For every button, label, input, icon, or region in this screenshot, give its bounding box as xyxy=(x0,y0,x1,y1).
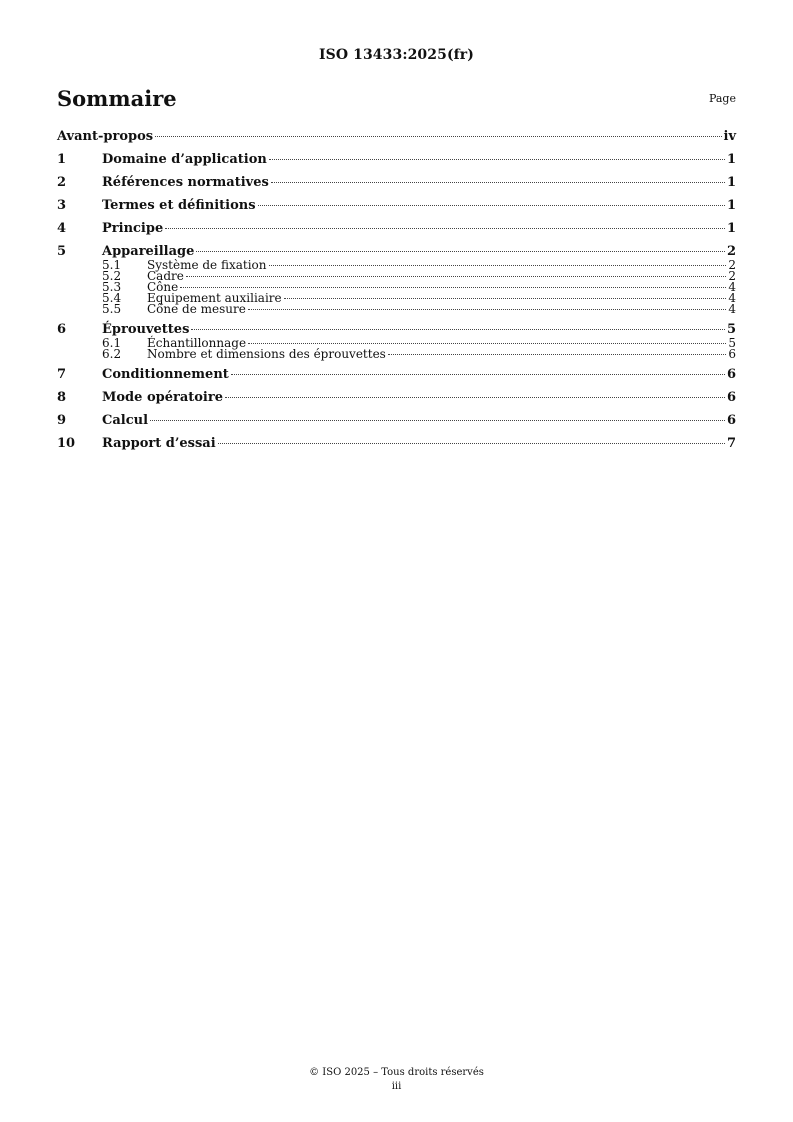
toc-entry-page: 7 xyxy=(726,436,736,451)
toc-spacer xyxy=(57,429,736,436)
toc-entry-label: Calcul xyxy=(102,413,149,428)
toc-subentry-number: 5.3 xyxy=(102,280,122,294)
toc-subentry-page: 2 xyxy=(728,258,736,272)
dot-leader xyxy=(155,136,721,137)
toc-entry-number: 7 xyxy=(57,367,67,382)
dot-leader xyxy=(248,309,727,310)
toc-subentry-number: 6.2 xyxy=(102,347,122,361)
toc-entry-section[interactable] xyxy=(57,175,736,191)
toc-entry-label: Avant-propos xyxy=(57,129,154,144)
toc-subentry-label: Cône de mesure xyxy=(147,302,246,316)
toc-entry-label: Éprouvettes xyxy=(102,322,190,337)
toc-subentry-label: Cadre xyxy=(147,269,184,283)
dot-leader xyxy=(269,265,727,266)
toc-spacer xyxy=(57,383,736,390)
toc-entry-page: 1 xyxy=(726,175,736,190)
toc-entry-page: 2 xyxy=(726,244,736,259)
toc-entry-label: Termes et définitions xyxy=(102,198,256,213)
toc-subentry-page: 4 xyxy=(728,291,736,305)
toc-entry-page: 6 xyxy=(726,367,736,382)
dot-leader xyxy=(225,397,725,398)
dot-leader xyxy=(231,374,725,375)
toc-subentry-label: Nombre et dimensions des éprouvettes xyxy=(147,347,386,361)
dot-leader xyxy=(150,420,725,421)
toc-entry-section[interactable] xyxy=(57,413,736,429)
dot-leader xyxy=(191,329,725,330)
toc-entry-number: 3 xyxy=(57,198,67,213)
toc-entry-number: 10 xyxy=(57,436,76,451)
dot-leader xyxy=(271,182,725,183)
toc-entry-section[interactable] xyxy=(57,390,736,406)
toc-entry-number: 4 xyxy=(57,221,67,236)
toc-sections xyxy=(57,145,736,452)
toc-subentry-number: 5.1 xyxy=(102,258,122,272)
dot-leader xyxy=(284,298,727,299)
dot-leader xyxy=(258,205,725,206)
copyright-notice: © ISO 2025 – Tous droits réservés xyxy=(309,1067,484,1078)
toc-spacer xyxy=(57,168,736,175)
toc-entry-label: Appareillage xyxy=(102,244,195,259)
toc-entry-number: 8 xyxy=(57,390,67,405)
toc-entry-section[interactable] xyxy=(57,436,736,452)
toc-spacer xyxy=(57,360,736,367)
toc-subentry-number: 6.1 xyxy=(102,336,122,350)
toc-entry-label: Principe xyxy=(102,221,164,236)
toc-entry-page: 1 xyxy=(726,152,736,167)
toc-entry-number: 6 xyxy=(57,322,67,337)
toc-entry-label: Domaine d’application xyxy=(102,152,267,167)
dot-leader xyxy=(165,228,725,229)
toc-entry-number: 5 xyxy=(57,244,67,259)
toc-entry-page: 1 xyxy=(726,198,736,213)
toc-subentry-number: 5.2 xyxy=(102,269,122,283)
toc-spacer xyxy=(57,237,736,244)
toc-subentry-number: 5.5 xyxy=(102,302,122,316)
dot-leader xyxy=(180,287,726,288)
toc-entry-section[interactable] xyxy=(57,152,736,168)
toc-entry-label: Conditionnement xyxy=(102,367,229,382)
toc-subentry-label: Cône xyxy=(147,280,179,294)
toc-entry-page: 6 xyxy=(726,413,736,428)
toc-spacer xyxy=(57,191,736,198)
toc-entry-number: 1 xyxy=(57,152,67,167)
toc-entry-number: 9 xyxy=(57,413,67,428)
toc-entry-section[interactable] xyxy=(57,221,736,237)
dot-leader xyxy=(196,251,725,252)
dot-leader xyxy=(218,443,725,444)
toc-spacer xyxy=(57,406,736,413)
toc-subentry-page: 4 xyxy=(728,302,736,316)
page-footer xyxy=(0,1066,793,1094)
toc-subentry-label: Equipement auxiliaire xyxy=(147,291,282,305)
toc-entry-subsection[interactable] xyxy=(57,349,736,360)
toc-spacer xyxy=(57,315,736,322)
toc-entry-page: 5 xyxy=(726,322,736,337)
dot-leader xyxy=(248,343,726,344)
dot-leader xyxy=(388,354,727,355)
page-column-label: Page xyxy=(708,92,736,105)
toc-entry-section[interactable] xyxy=(57,198,736,214)
toc-subentry-label: Échantillonnage xyxy=(147,336,247,350)
toc-spacer xyxy=(57,214,736,221)
toc-subentry-page: 6 xyxy=(728,347,736,361)
toc-subentry-page: 4 xyxy=(728,280,736,294)
toc-entry-page: iv xyxy=(723,129,736,144)
toc-entry-label: Mode opératoire xyxy=(102,390,223,405)
toc-subentry-label: Système de fixation xyxy=(147,258,267,272)
toc-entry-label: Références normatives xyxy=(102,175,269,190)
toc-spacer xyxy=(57,145,736,152)
toc-entry-label: Rapport d’essai xyxy=(102,436,216,451)
toc-entry-number: 2 xyxy=(57,175,67,190)
toc-entry-foreword[interactable] xyxy=(57,129,736,145)
toc-title: Sommaire xyxy=(57,86,177,111)
toc-entry-section[interactable] xyxy=(57,367,736,383)
toc-subentry-page: 2 xyxy=(728,269,736,283)
dot-leader xyxy=(269,159,725,160)
document-id: ISO 13433:2025(fr) xyxy=(318,47,474,63)
page-number: iii xyxy=(391,1081,402,1092)
dot-leader xyxy=(186,276,727,277)
toc-entry-page: 1 xyxy=(726,221,736,236)
toc-entry-page: 6 xyxy=(726,390,736,405)
toc-subentry-page: 5 xyxy=(728,336,736,350)
toc-entry-subsection[interactable] xyxy=(57,304,736,315)
toc-subentry-number: 5.4 xyxy=(102,291,122,305)
table-of-contents xyxy=(57,129,736,452)
